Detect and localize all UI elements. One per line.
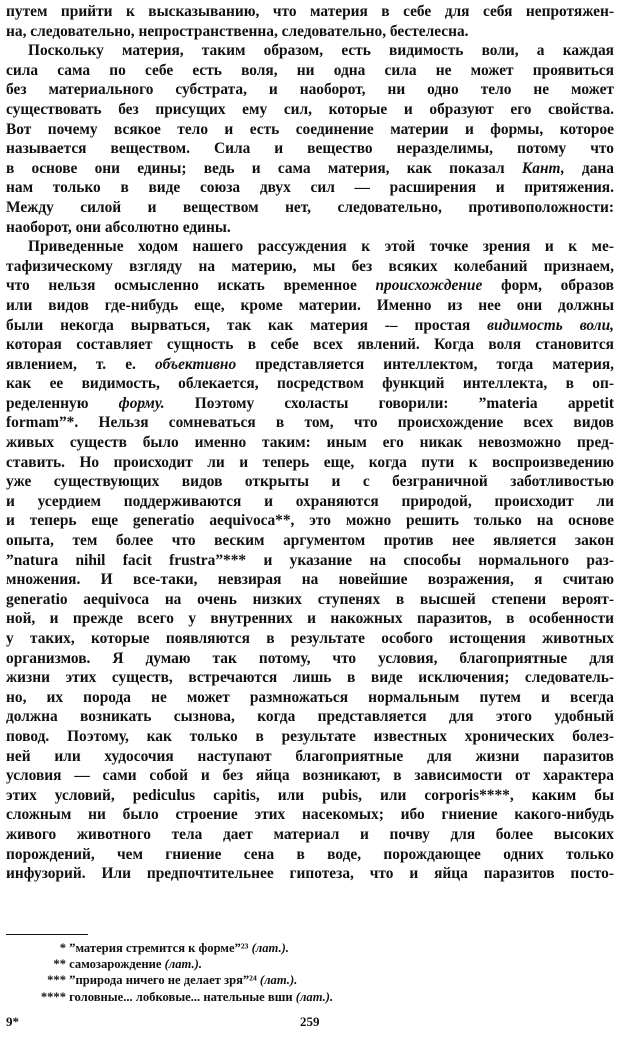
text-line: Вот почему всякое тело и есть соединение материи и формы, которое	[6, 120, 614, 138]
signature-mark: 9*	[6, 1014, 19, 1029]
body-text	[6, 2, 614, 884]
text-line: живого животного тела дает материал и почву для более высоких	[6, 825, 614, 843]
text-line: называется веществом. Сила и вещество неразделимы, потому что	[6, 140, 614, 158]
footnote-text: ”материя стремится к форме”²³	[66, 941, 252, 955]
text-line: в основе они едины; ведь и сама материя, как показал Кант, дана	[6, 159, 614, 177]
text-line: без материального субстрата, и наоборот, ни одно тело не может	[6, 81, 614, 99]
footnote-lang: (лат.).	[164, 957, 202, 972]
text-line: живых существ было именно таким: иным его никак невозможно пред-	[6, 434, 614, 452]
text-line: сложным ни было строение этих насекомых; ибо гниение какого-нибудь	[6, 806, 614, 824]
text-line: formam”*. Нельзя сомневаться в том, что происхождение всех видов	[6, 414, 614, 432]
text-line: тафизическому взгляду на материю, мы без всяких колебаний признаем,	[6, 257, 614, 275]
text-line: множения. И все-таки, невзирая на новейшие возражения, я считаю	[6, 571, 614, 589]
text-line: повод. Поэтому, как только в результате известных хронических болез-	[6, 727, 614, 745]
text-line: ней или худосочия наступают благоприятные для жизни паразитов	[6, 747, 614, 765]
text-line: Приведенные ходом нашего рассуждения к этой точке зрения и к ме-	[28, 238, 614, 256]
footnote-text: головные... лобковые... нательные вши	[66, 989, 296, 1004]
text-line: условия — сами собой и без яйца возникают, в зависимости от характера	[6, 767, 614, 785]
text-line: или видов где-нибудь еще, кроме материи. Именно из нее они должны	[6, 296, 614, 314]
text-line: существовать без присущих ему сил, которые и образуют его свойства.	[6, 100, 614, 118]
text-line: и теперь еще generatio aequivoca**, это можно решить только на основе	[6, 512, 614, 530]
text-line: организмов. Я думаю так потому, что условия, благоприятные для	[6, 649, 614, 667]
text-line: жизни этих существ, встречаются лишь в виде исключения; следователь-	[6, 669, 614, 687]
footnote-mark: **	[53, 957, 66, 972]
text-line: наоборот, они абсолютно едины.	[6, 218, 231, 236]
footnote	[6, 989, 606, 1005]
text-line: Поскольку материя, таким образом, есть видимость воли, а каждая	[28, 42, 614, 60]
footnote-text: ”природа ничего не делает зря”²⁴	[66, 973, 260, 988]
text-line: ной, и прежде всего у внутренних и накожных паразитов, в особенности	[6, 610, 614, 628]
text-line: путем прийти к высказыванию, что материя в себе для себя непротяжен-	[6, 3, 614, 20]
footnote-mark: ***	[47, 973, 66, 988]
text-line: ”natura nihil facit frustra”*** и указание на способы нормального раз-	[6, 551, 614, 569]
text-line: но, их порода не может размножаться нормальным путем и всегда	[6, 688, 614, 706]
footnote	[6, 972, 606, 988]
text-line: этих условий, pediculus capitis, или pubis, или corporis****, каким бы	[6, 786, 614, 804]
text-line: опыта, тем более что веским аргументом против нее является закон	[6, 532, 614, 550]
text-line: как ее видимость, облекается, посредством функций интеллекта, в оп-	[6, 375, 614, 393]
text-line: порождений, чем гниение сена в воде, порождающее одних только	[6, 845, 614, 863]
text-line: сила сама по себе есть воля, ни одна сила не может проявиться	[6, 61, 614, 79]
text-line: были некогда вырваться, так как материя -– простая видимость воли,	[6, 316, 614, 334]
text-line: явлением, т. е. объективно представляется интеллектом, тогда материя,	[6, 355, 614, 373]
footnote-lang: (лат.).	[295, 989, 334, 1004]
footnote	[6, 940, 606, 956]
footnote-mark: *	[59, 941, 66, 955]
text-line: которая составляет сущность в себе всех явлений. Когда воля становится	[6, 336, 614, 354]
text-line: ределенную форму. Поэтому схоласты говорили: ”materia appetit	[6, 394, 614, 412]
text-line: Между силой и веществом нет, следовательно, противоположности:	[6, 198, 614, 216]
footnote-text: самозарождение	[66, 957, 165, 972]
text-line: инфузорий. Или предпочтительнее гипотеза, что и яйца паразитов посто-	[6, 865, 614, 883]
text-line: у таких, которые появляются в результате особого истощения животных	[6, 630, 614, 647]
text-line: generatio aequivoca на очень низких ступенях в высшей степени вероят-	[6, 590, 614, 608]
text-line: и усердием поддерживаются и охраняются природой, происходит ли	[6, 492, 614, 510]
text-line: должна возникать сызнова, когда представляется для этого удобный	[6, 708, 614, 726]
footnote-rule	[6, 934, 88, 935]
page-number: 259	[300, 1014, 320, 1029]
footnote-mark: ****	[40, 989, 66, 1004]
text-line: на, следовательно, непространственна, следовательно, бестелесна.	[6, 22, 469, 40]
text-line: нам только в виде союза двух сил — расширения и притяжения.	[6, 179, 614, 197]
footnote-lang: (лат.).	[259, 973, 298, 988]
footnotes	[6, 940, 606, 1005]
text-line: ставить. Но происходит ли и теперь еще, когда пути к воспроизведению	[6, 453, 614, 471]
text-line: уже существующих видов открыты и с безграничной заботливостью	[6, 473, 614, 491]
text-line: что нельзя осмысленно искать временное происхождение форм, образов	[6, 277, 614, 295]
footnote	[6, 956, 606, 972]
footnote-lang: (лат.).	[251, 941, 289, 955]
